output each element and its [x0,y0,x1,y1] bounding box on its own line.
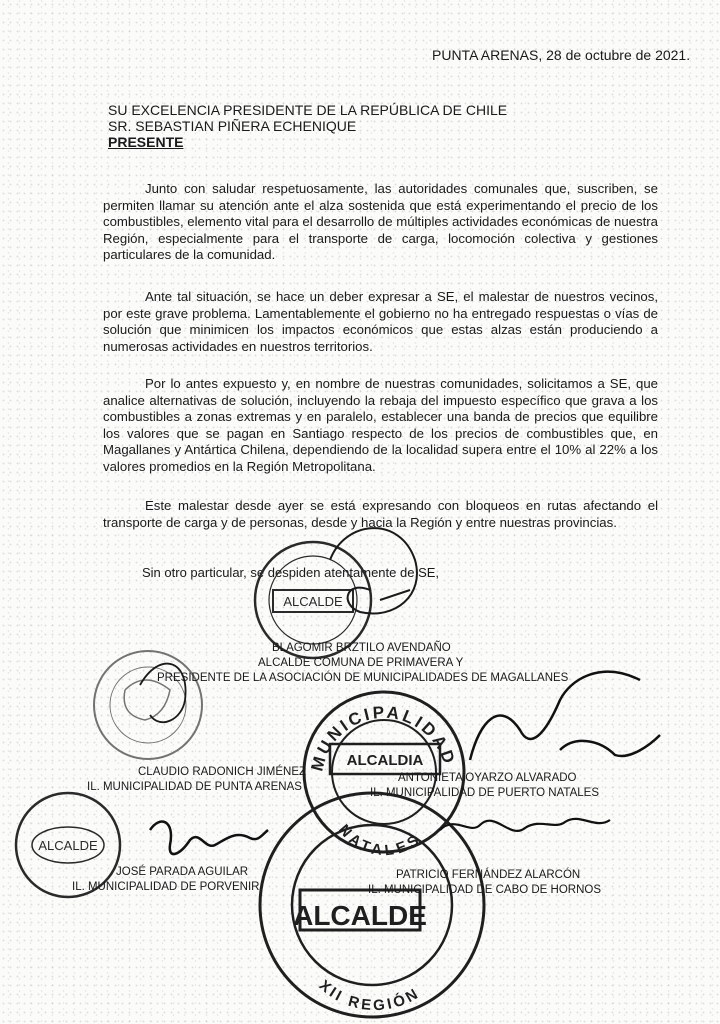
svg-text:NATALES [335,821,425,859]
addressee-line-2: SR. SEBASTIAN PIÑERA ECHENIQUE [108,118,357,134]
signatory-2-title: IL. MUNICIPALIDAD DE PUNTA ARENAS [87,781,302,793]
paragraph-2-text: Ante tal situación, se hace un deber expresar a SE, el malestar de nuestros vecinos, por este grave problema. Lamentablemente el gobierno no ha entregado respuestas o vías de solución que minimicen los impactos económicos que estas alzas están produciendo a numerosas actividades en nuestros territorios. [103,289,658,354]
signatory-5-title: IL. MUNICIPALIDAD DE CABO DE HORNOS [368,884,602,896]
signatory-1-title-2: PRESIDENTE DE LA ASOCIACIÓN DE MUNICIPALIDADES DE MAGALLANES [157,672,569,684]
natales-stamp-center: ALCALDIA [346,752,424,769]
primavera-signature [330,528,417,613]
hornos-stamp-ring-bottom: XII REGIÓN [315,976,424,1015]
signatory-2-name: CLAUDIO RADONICH JIMÉNEZ [138,766,307,778]
porvenir-stamp-center: ALCALDE [38,838,98,853]
signatory-3-name: ANTONIETA OYARZO ALVARADO [398,772,577,784]
signatory-5-name: PATRICIO FERNÁNDEZ ALARCÓN [396,869,581,881]
cabo-de-hornos-stamp [260,793,484,1017]
hornos-stamp-center: ALCALDE [293,900,427,931]
natales-signature [470,672,660,760]
signatory-3-title: IL. MUNICIPALIDAD DE PUERTO NATALES [370,787,599,799]
paragraph-1-text: Junto con saludar respetuosamente, las autoridades comunales que, suscriben, se permiten llamar su atención ante el alza sostenida que está experimentando el precio de los combustibles, elemento vital para el desarrollo de múltiples actividades económicas de nuestra Región, especialmente para el transporte de carga, locomoción colectiva y gestiones particulares de la comunidad. [103,181,658,263]
addressee-line-1: SU EXCELENCIA PRESIDENTE DE LA REPÚBLICA DE CHILE [108,102,508,118]
closing-line: Sin otro particular, se despiden atentamente de SE, [142,565,440,580]
natales-stamp-ring-top: MUNICIPALIDAD [307,702,460,774]
primavera-stamp [255,542,371,658]
signatory-1-name: BLAGOMIR BRZTILO AVENDAÑO [272,642,451,654]
cabo-de-hornos-signature [440,819,610,831]
primavera-stamp-center: ALCALDE [283,594,343,609]
punta-arenas-stamp [94,651,202,759]
signatory-1-title-1: ALCALDE COMUNA DE PRIMAVERA Y [258,657,464,669]
porvenir-signature [150,822,268,854]
natales-stamp-ring-bottom: NATALES [335,821,426,860]
paragraph-4-text: Este malestar desde ayer se está expresando con bloqueos en rutas afectando el transporte de carga y de personas, desde y hacia la Región y entre nuestras provincias. [103,498,658,530]
signatory-4-title: IL. MUNICIPALIDAD DE PORVENIR [72,881,260,893]
date-line: PUNTA ARENAS, 28 de octubre de 2021. [432,47,691,63]
paragraph-3-text: Por lo antes expuesto y, en nombre de nuestras comunidades, solicitamos a SE, que analice alternativas de solución, incluyendo la rebaja del impuesto específico que grava a los combustibles a zonas extremas y en paralelo, establecer una banda de precios que equilibre los valores que se pagan en Santiago respecto de los precios de combustibles que, en Magallanes y Antártica Chilena, dependiendo de la localidad supera entre el 10% al 22% a los valores promedios en la Región Metropolitana. [103,376,658,474]
addressee-line-3: PRESENTE [108,134,184,150]
signatory-4-name: JOSÉ PARADA AGUILAR [116,866,249,878]
